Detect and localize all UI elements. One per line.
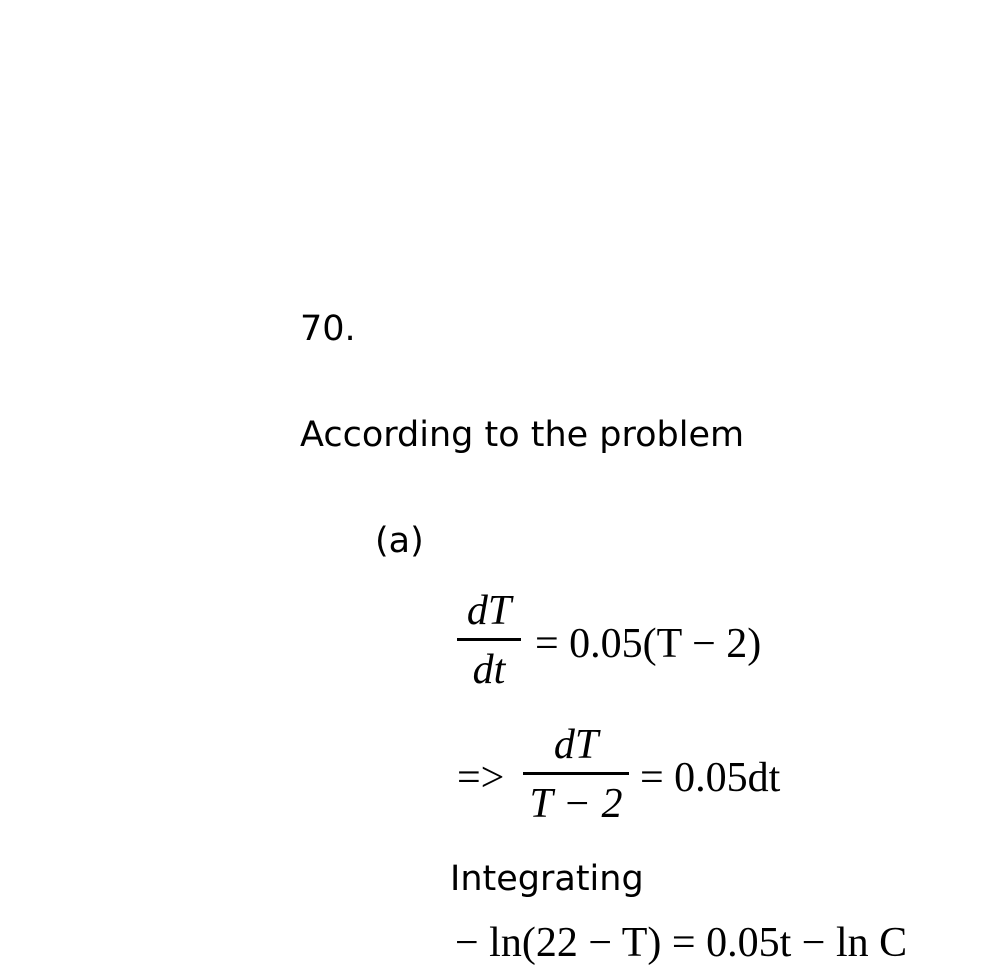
problem-number: 70. [300, 309, 356, 349]
eq2-fraction-bar [523, 772, 629, 775]
eq1-fraction-bar [457, 638, 521, 641]
eq2-implies: => [457, 755, 505, 801]
integrating-label: Integrating [450, 859, 644, 899]
eq1-denominator: dt [472, 647, 506, 693]
eq2-rhs: = 0.05dt [640, 755, 781, 801]
eq1-numerator: dT [466, 588, 512, 634]
equation-3: − ln(22 − T) = 0.05t − ln C [455, 920, 908, 966]
eq2-numerator: dT [553, 722, 599, 768]
eq1-rhs: = 0.05(T − 2) [535, 621, 762, 667]
intro-text: According to the problem [300, 415, 745, 455]
eq2-denominator: T − 2 [529, 781, 623, 827]
eq1-fraction [457, 590, 521, 691]
eq2-fraction [523, 724, 629, 825]
part-label: (a) [375, 521, 424, 561]
